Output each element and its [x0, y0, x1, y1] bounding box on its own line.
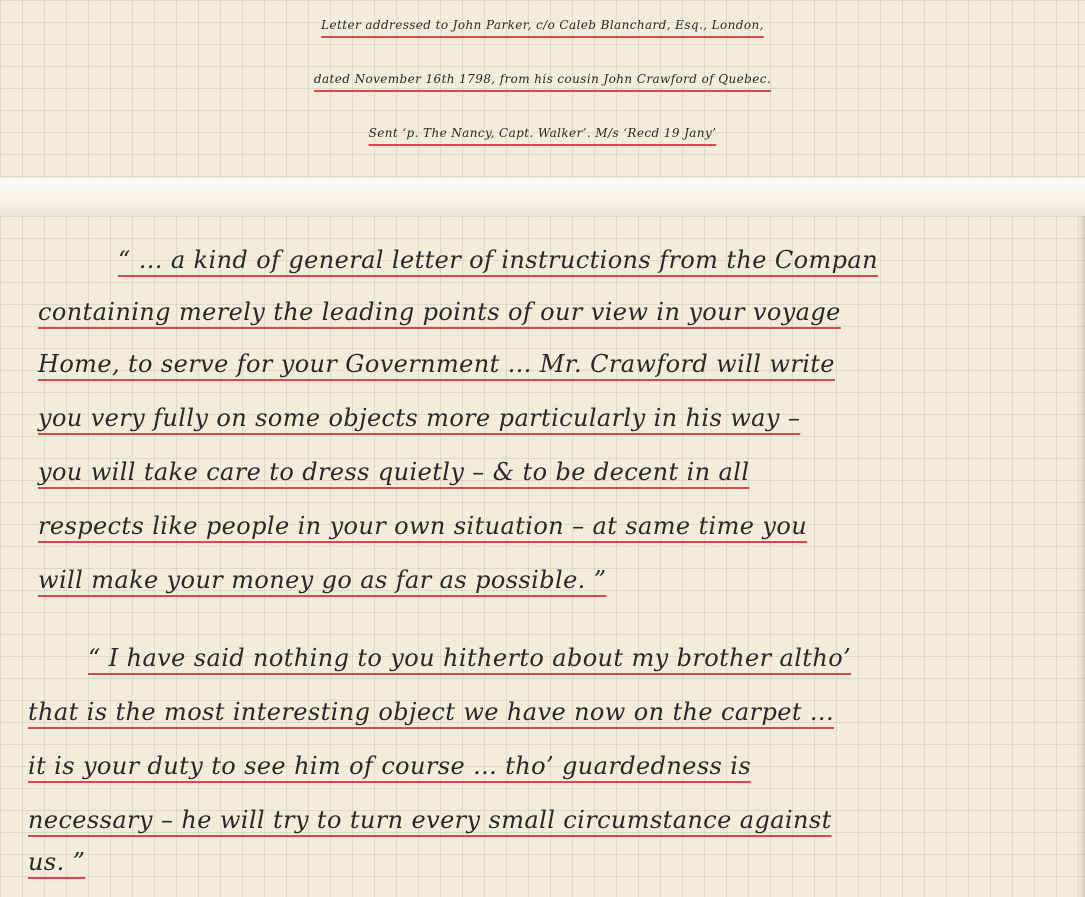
quote1-line-5: you will take care to dress quietly – & to be decent in all: [38, 458, 750, 486]
quote1-line-7: will make your money go as far as possible. ”: [38, 566, 607, 594]
quote2-line-5: us. ”: [28, 848, 86, 876]
tape-strip: [0, 178, 1085, 217]
quote1-line-4: you very fully on some objects more particularly in his way –: [38, 404, 801, 432]
letter-sheet: [0, 216, 1085, 897]
header-line-2: dated November 16th 1798, from his cousin John Crawford of Quebec.: [313, 72, 772, 86]
quote1-line-6: respects like people in your own situation – at same time you: [38, 512, 808, 540]
paper-edge-shadow: [1079, 216, 1085, 897]
quote2-line-2: that is the most interesting object we have now on the carpet ...: [28, 698, 834, 726]
quote1-line-3: Home, to serve for your Government ... Mr. Crawford will write: [38, 350, 835, 378]
header-sheet: [0, 0, 1085, 181]
quote1-line-1: “ ... a kind of general letter of instructions from the Compan: [118, 246, 878, 274]
header-line-3: Sent ‘p. The Nancy, Capt. Walker’. M/s ‘Recd 19 Jany’: [368, 126, 717, 140]
quote1-line-2: containing merely the leading points of our view in your voyage: [38, 298, 841, 326]
header-line-1: Letter addressed to John Parker, c/o Caleb Blanchard, Esq., London,: [321, 18, 764, 32]
quote2-line-4: necessary – he will try to turn every small circumstance against: [28, 806, 832, 834]
quote2-line-3: it is your duty to see him of course ... tho’ guardedness is: [28, 752, 752, 780]
quote2-line-1: “ I have said nothing to you hitherto about my brother altho’: [88, 644, 852, 672]
